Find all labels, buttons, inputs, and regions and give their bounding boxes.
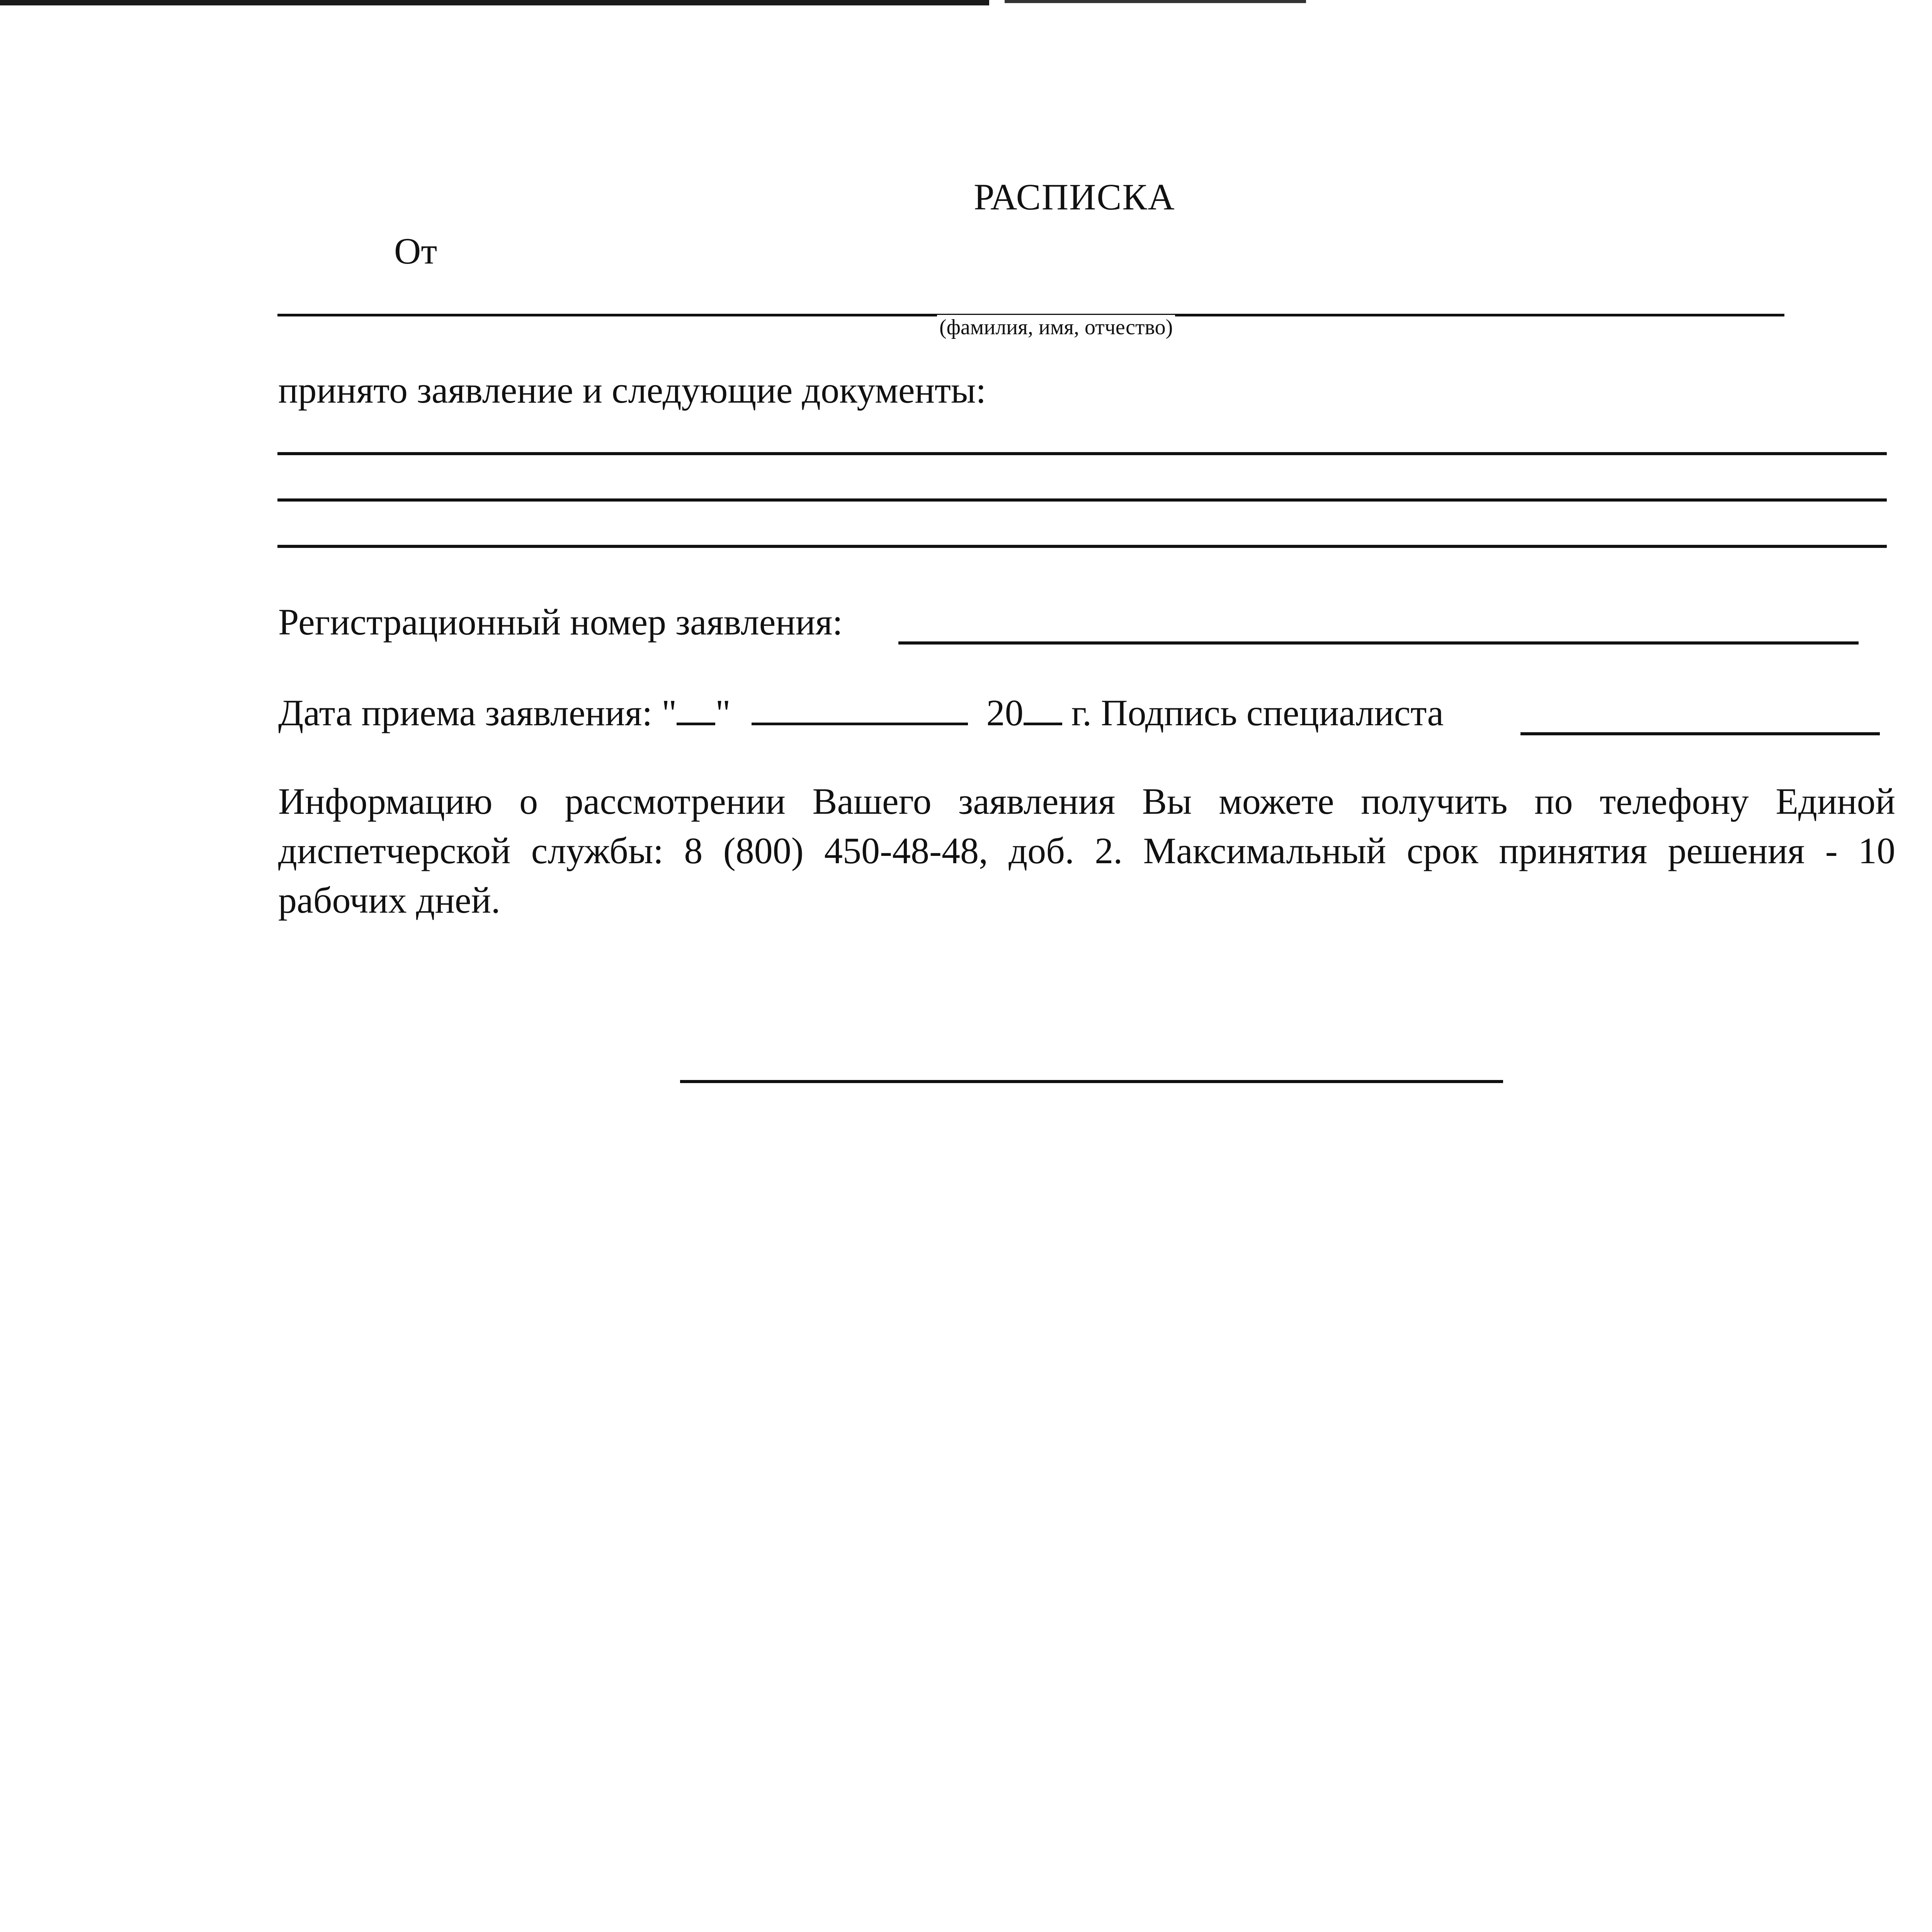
document-title: РАСПИСКА xyxy=(974,176,1175,218)
documents-line-3 xyxy=(277,545,1887,548)
signature-line xyxy=(1520,732,1880,735)
documents-line-2 xyxy=(277,498,1887,502)
year-blank xyxy=(1024,696,1062,725)
scan-edge-top-fragment xyxy=(1005,0,1306,3)
bottom-signature-line xyxy=(680,1080,1503,1083)
documents-line-1 xyxy=(277,452,1887,455)
info-paragraph: Информацию о рассмотрении Вашего заявления Вы можете получить по телефону Единой диспетчерской службы: 8 (800) 450-48-48, доб. 2. Максимальный срок принятия решения - 10 рабочих дней. xyxy=(278,781,1895,921)
from-label: От xyxy=(394,230,437,272)
year-prefix: 20 xyxy=(986,692,1024,733)
signature-label: г. Подпись специалиста xyxy=(1062,692,1444,733)
date-signature-line xyxy=(278,692,1444,734)
month-blank xyxy=(752,696,968,725)
documents-received-label: принято заявление и следующие документы: xyxy=(278,369,986,411)
applicant-name-hint: (фамилия, имя, отчество) xyxy=(937,315,1175,340)
day-blank xyxy=(677,696,715,725)
scan-edge-top xyxy=(0,0,989,5)
date-quote-close: " xyxy=(715,692,731,733)
registration-number-line xyxy=(898,641,1859,645)
registration-number-label: Регистрационный номер заявления: xyxy=(278,601,843,643)
date-label: Дата приема заявления: " xyxy=(278,692,677,733)
